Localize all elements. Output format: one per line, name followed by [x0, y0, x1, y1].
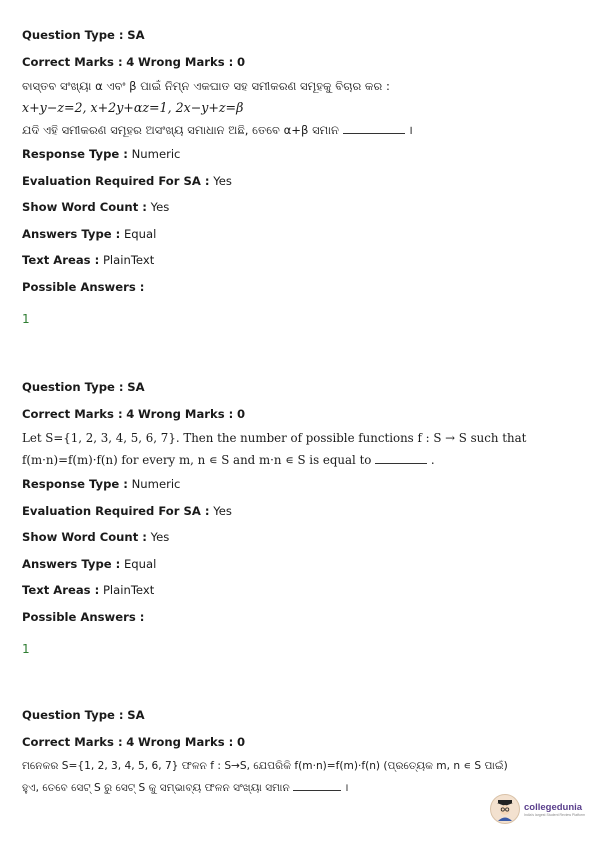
question-type-value: SA	[127, 28, 145, 42]
answer-blank	[343, 124, 405, 134]
question-text-line: ବାସ୍ତବ ସଂଖ୍ୟା α ଏବଂ β ପାଇଁ ନିମ୍ନ ଏକଘାତ ସହ ସମୀକରଣ ସମୂହକୁ ବିଚାର କର :	[22, 79, 390, 93]
evaluation-required-label: Evaluation Required For SA :	[22, 173, 210, 188]
evaluation-required-label: Evaluation Required For SA :	[22, 503, 210, 518]
question-equations: x+y−z=2, x+2y+αz=1, 2x−y+z=β	[22, 100, 244, 115]
evaluation-required-row	[22, 168, 577, 195]
show-word-count-value: Yes	[150, 530, 170, 544]
question-type-value: SA	[127, 380, 145, 394]
text-areas-label: Text Areas :	[22, 253, 100, 267]
question-text-line: ମନେକର S={1, 2, 3, 4, 5, 6, 7} ଫଳନ f : S→S, ଯେପରିକି f(m·n)=f(m)·f(n) (ପ୍ରତ୍ୟେକ m, n ∊ S ପାଇଁ)	[22, 760, 508, 772]
response-type-value: Numeric	[131, 147, 181, 161]
correct-marks-value: 4	[126, 406, 135, 421]
question-text-end: ।	[408, 123, 413, 137]
question-text-line	[22, 449, 577, 471]
show-word-count-value: Yes	[150, 200, 170, 214]
response-type-value: Numeric	[131, 477, 181, 491]
marks-row	[22, 49, 577, 76]
show-word-count-label: Show Word Count :	[22, 530, 147, 544]
question-type-value: SA	[127, 708, 145, 722]
question-type-row	[22, 702, 577, 729]
evaluation-required-row	[22, 498, 577, 525]
correct-marks-value: 4	[126, 54, 135, 69]
possible-answer-value: 1	[22, 312, 30, 326]
question-text-end: ।	[344, 782, 349, 794]
text-areas-value: PlainText	[102, 253, 155, 267]
question-2	[22, 374, 577, 662]
correct-marks-label: Correct Marks :	[22, 406, 123, 421]
wrong-marks-value: 0	[236, 734, 246, 749]
question-type-label: Question Type :	[22, 380, 124, 394]
answers-type-label: Answers Type :	[22, 556, 121, 571]
correct-marks-value: 4	[126, 734, 135, 749]
question-type-label: Question Type :	[22, 708, 124, 722]
graduate-avatar-icon	[490, 794, 520, 824]
answers-type-row	[22, 221, 577, 248]
question-type-row	[22, 22, 577, 49]
response-type-row	[22, 471, 577, 498]
collegedunia-logo	[490, 794, 585, 824]
possible-answers-row	[22, 604, 577, 631]
possible-answers-label: Possible Answers :	[22, 609, 145, 624]
question-text: ଯଦି ଏହି ସମୀକରଣ ସମୂହର ଅସଂଖ୍ୟ ସମାଧାନ ଅଛି, ତେବେ α+β ସମାନ	[22, 123, 339, 137]
answer-blank	[293, 781, 341, 791]
answers-type-row	[22, 551, 577, 578]
answers-type-value: Equal	[123, 556, 157, 571]
question-type-label: Question Type :	[22, 28, 124, 42]
response-type-label: Response Type :	[22, 147, 128, 161]
wrong-marks-label: Wrong Marks :	[138, 54, 234, 69]
possible-answers-label: Possible Answers :	[22, 279, 145, 294]
text-areas-value: PlainText	[102, 583, 155, 597]
answers-type-label: Answers Type :	[22, 226, 121, 241]
marks-row	[22, 401, 577, 428]
possible-answers-row	[22, 274, 577, 301]
show-word-count-row	[22, 194, 577, 221]
text-areas-label: Text Areas :	[22, 583, 100, 597]
text-areas-row	[22, 247, 577, 274]
wrong-marks-value: 0	[236, 54, 246, 69]
response-type-label: Response Type :	[22, 477, 128, 491]
question-type-row	[22, 374, 577, 401]
response-type-row	[22, 141, 577, 168]
wrong-marks-value: 0	[236, 406, 246, 421]
show-word-count-label: Show Word Count :	[22, 200, 147, 214]
question-text-line: Let S={1, 2, 3, 4, 5, 6, 7}. Then the number of possible functions f : S → S such that	[22, 431, 527, 445]
question-text-end: .	[430, 453, 435, 467]
question-text: ହୁଏ, ତେବେ ସେଟ୍ S ରୁ ସେଟ୍ S କୁ ସମ୍ଭାବ୍ୟ ଫଳନ ସଂଖ୍ୟା ସମାନ	[22, 782, 290, 794]
evaluation-required-value: Yes	[213, 173, 232, 188]
wrong-marks-label: Wrong Marks :	[138, 734, 234, 749]
logo-tagline: India's largest Student Review Platform	[524, 812, 585, 817]
correct-marks-label: Correct Marks :	[22, 734, 123, 749]
answers-type-value: Equal	[123, 226, 157, 241]
show-word-count-row	[22, 524, 577, 551]
question-text: f(m·n)=f(m)·f(n) for every m, n ∊ S and m·n ∊ S is equal to	[22, 453, 372, 467]
logo-text	[524, 802, 585, 817]
answer-blank	[375, 454, 427, 464]
question-3	[22, 702, 577, 799]
question-text-line	[22, 119, 577, 141]
wrong-marks-label: Wrong Marks :	[138, 406, 234, 421]
marks-row	[22, 729, 577, 756]
logo-name: collegedunia	[524, 801, 583, 813]
text-areas-row	[22, 577, 577, 604]
evaluation-required-value: Yes	[213, 503, 232, 518]
question-1	[22, 22, 577, 332]
possible-answer-value: 1	[22, 642, 30, 656]
correct-marks-label: Correct Marks :	[22, 54, 123, 69]
